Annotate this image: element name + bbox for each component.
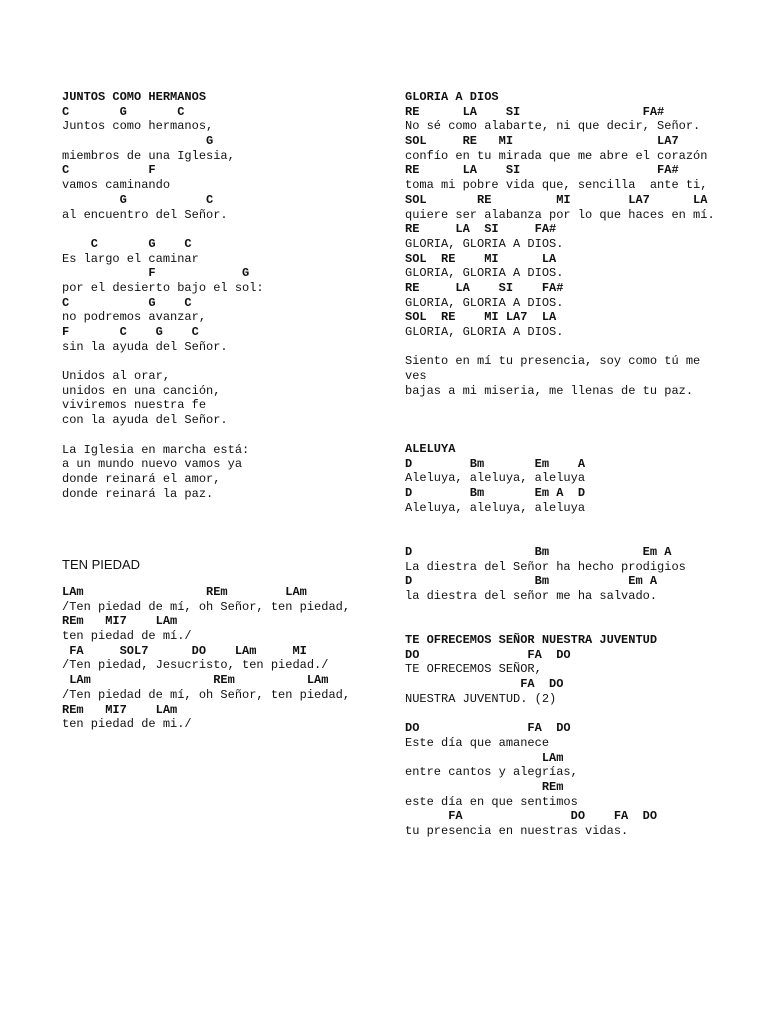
song-title: GLORIA A DIOS (405, 90, 499, 104)
lyric-line: entre cantos y alegrías, (405, 765, 578, 780)
lyric-line: vamos caminando (62, 178, 171, 193)
blank-line (62, 354, 264, 369)
lyric-line: ves (405, 369, 427, 384)
song-title: TE OFRECEMOS SEÑOR NUESTRA JUVENTUD (405, 633, 658, 647)
song-te-ofrecemos-senor (405, 633, 657, 839)
song-title: ALELUYA (405, 442, 456, 456)
song-ten-piedad (62, 557, 350, 732)
chord-line: RE LA SI FA# (405, 280, 564, 295)
chord-line: D Bm Em A (405, 456, 586, 471)
lyric-line: Unidos al orar, (62, 369, 171, 384)
lyric-line: tu presencia en nuestras vidas. (405, 823, 629, 838)
lyric-line: La diestra del Señor ha hecho prodigios (405, 559, 686, 574)
chord-line: LAm REm LAm (62, 673, 329, 688)
lyric-line: viviremos nuestra fe (62, 398, 207, 413)
lyric-line: donde reinará el amor, (62, 471, 221, 486)
song-gloria-a-dios (405, 90, 715, 398)
lyric-line: GLORIA, GLORIA A DIOS. (405, 295, 564, 310)
chord-line: REm (405, 779, 564, 794)
chord-line: SOL RE MI LA7 LA (405, 310, 557, 325)
blank-line (405, 515, 686, 530)
lyric-line: Este día que amanece (405, 735, 550, 750)
chord-line: REm MI7 LAm (62, 614, 178, 629)
chord-line: C G C (62, 236, 192, 251)
chord-line: REm MI7 LAm (62, 702, 178, 717)
lyric-line: GLORIA, GLORIA A DIOS. (405, 266, 564, 281)
lyric-line: GLORIA, GLORIA A DIOS. (405, 325, 564, 339)
chord-line: D Bm Em A D (405, 486, 586, 501)
lyric-line: /Ten piedad de mí, oh Señor, ten piedad, (62, 599, 351, 614)
chord-line: D Bm Em A (405, 544, 672, 559)
chord-line: DO FA DO (405, 721, 571, 736)
lyric-line: /Ten piedad de mí, oh Señor, ten piedad, (62, 687, 351, 702)
song-aleluya (405, 442, 686, 604)
song-juntos-como-hermanos (62, 90, 264, 501)
blank-line (405, 706, 657, 721)
lyric-line: Juntos como hermanos, (62, 119, 214, 134)
lyric-line: GLORIA, GLORIA A DIOS. (405, 236, 564, 251)
song-title: TEN PIEDAD (62, 557, 141, 572)
lyric-line: bajas a mi miseria, me llenas de tu paz. (405, 383, 694, 398)
chord-line: SOL RE MI LA7 LA (405, 192, 708, 207)
song-title: JUNTOS COMO HERMANOS (62, 90, 207, 104)
chord-line: RE LA SI FA# (405, 222, 557, 237)
chord-line: SOL RE MI LA7 (405, 134, 679, 149)
lyric-line: quiere ser alabanza por lo que haces en mí. (405, 207, 715, 222)
chord-line: G (62, 134, 214, 149)
lyric-line: TE OFRECEMOS SEÑOR, (405, 662, 542, 677)
chord-line: F G (62, 266, 250, 281)
lyric-line: no podremos avanzar, (62, 310, 207, 325)
blank-line (405, 530, 686, 545)
lyric-line: al encuentro del Señor. (62, 207, 228, 222)
lyric-line: miembros de una Iglesia, (62, 148, 235, 163)
blank-line (405, 340, 715, 355)
lyric-line: la diestra del señor me ha salvado. (405, 588, 658, 603)
blank-line (62, 222, 264, 237)
chord-line: FA SOL7 DO LAm MI (62, 643, 307, 658)
chord-line: LAm (405, 750, 564, 765)
chord-line: C G C (62, 104, 185, 119)
chord-line: F C G C (62, 325, 199, 339)
lyric-line: NUESTRA JUVENTUD. (2) (405, 691, 557, 706)
chord-line: C G C (62, 295, 192, 310)
chord-line: C F (62, 163, 156, 178)
lyric-line: toma mi pobre vida que, sencilla ante ti, (405, 178, 708, 193)
lyric-line: Siento en mí tu presencia, soy como tú me (405, 354, 701, 369)
lyric-line: La Iglesia en marcha está: (62, 442, 250, 457)
lyric-line: No sé como alabarte, ni que decir, Señor. (405, 119, 701, 134)
chord-line: SOL RE MI LA (405, 251, 557, 266)
chord-line: RE LA SI FA# (405, 104, 665, 119)
lyric-line: donde reinará la paz. (62, 486, 214, 501)
lyric-line: este día en que sentimos (405, 794, 578, 809)
lyric-line: ten piedad de mí./ (62, 629, 192, 644)
lyric-line: Aleluya, aleluya, aleluya (405, 471, 586, 486)
lyric-line: sin la ayuda del Señor. (62, 339, 228, 354)
chord-line: LAm REm LAm (62, 585, 307, 599)
chord-line: FA DO FA DO (405, 809, 658, 824)
chord-line: FA DO (405, 677, 564, 692)
lyric-line: confío en tu mirada que me abre el corazón (405, 148, 708, 163)
lyric-line: unidos en una canción, (62, 383, 221, 398)
lyric-line: ten piedad de mi./ (62, 717, 192, 732)
lyric-line: /Ten piedad, Jesucristo, ten piedad./ (62, 658, 329, 673)
lyric-line: Aleluya, aleluya, aleluya (405, 500, 586, 515)
lyric-line: con la ayuda del Señor. (62, 413, 228, 428)
lyric-line: por el desierto bajo el sol: (62, 280, 264, 295)
blank-line (62, 428, 264, 443)
chord-line: DO FA DO (405, 647, 571, 662)
chord-line: G C (62, 192, 214, 207)
chord-line: D Bm Em A (405, 574, 658, 589)
chord-line: RE LA SI FA# (405, 163, 679, 178)
lyric-line: Es largo el caminar (62, 251, 199, 266)
lyric-line: a un mundo nuevo vamos ya (62, 457, 243, 472)
